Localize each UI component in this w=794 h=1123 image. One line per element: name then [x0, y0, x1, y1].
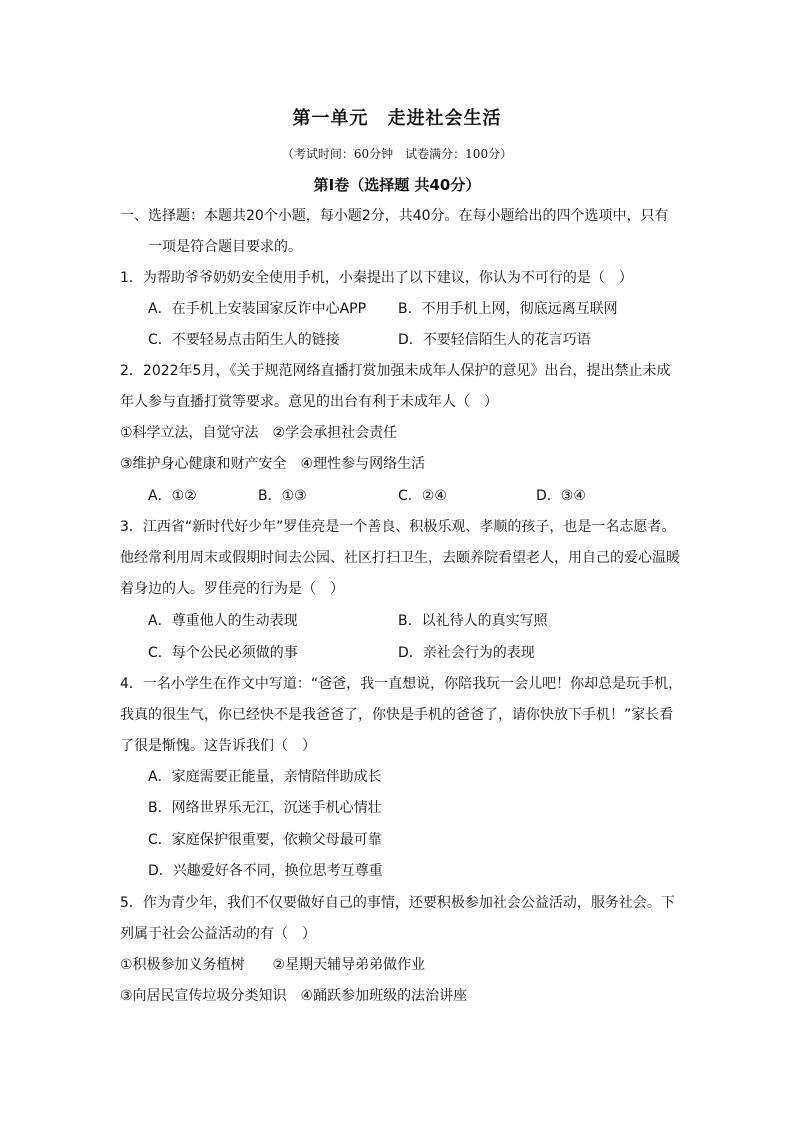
question-2-items-line-1: ①科学立法，自觉守法 ②学会承担社会责任: [120, 425, 398, 441]
question-2-stem-line-2: 年人参与直播打赏等要求。意见的出台有利于未成年人（ ）: [120, 394, 498, 410]
question-3-option-b: B．以礼待人的真实写照: [398, 613, 548, 629]
question-4-option-d: D．兴趣爱好各不同，换位思考互尊重: [148, 863, 383, 879]
question-1-stem: 1．为帮助爷爷奶奶安全使用手机，小秦提出了以下建议，你认为不可行的是（ ）: [120, 270, 633, 286]
question-1-option-a: A．在手机上安装国家反诈中心APP: [148, 301, 367, 317]
question-3-option-d: D．亲社会行为的表现: [398, 645, 535, 661]
question-2-stem-line-1: 2．2022年5月，《关于规范网络直播打赏加强未成年人保护的意见》出台，提出禁止未成: [120, 363, 671, 379]
question-5-items-line-2: ③向居民宣传垃圾分类知识 ④踊跃参加班级的法治讲座: [120, 988, 468, 1004]
page-title: 第一单元 走进社会生活: [292, 108, 502, 129]
question-4-stem-line-3: 了很是惭愧。这告诉我们（ ）: [120, 738, 316, 754]
exam-info: （考试时间：60分钟 试卷满分：100分）: [281, 147, 513, 161]
instructions-line-2: 一项是符合题目要求的。: [148, 239, 302, 255]
question-2-option-b: B．①③: [258, 488, 307, 504]
question-3-option-a: A．尊重他人的生动表现: [148, 613, 298, 629]
question-2-option-a: A．①②: [148, 488, 197, 504]
question-2-items-line-2: ③维护身心健康和财产安全 ④理性参与网络生活: [120, 456, 426, 472]
question-3-stem-line-3: 着身边的人。罗佳亮的行为是（ ）: [120, 581, 344, 597]
question-2-option-c: C．②④: [398, 488, 447, 504]
question-4-stem-line-1: 4．一名小学生在作文中写道：“爸爸，我一直想说，你陪我玩一会儿吧！你却总是玩手机，: [120, 676, 683, 692]
question-3-stem-line-2: 他经常利用周末或假期时间去公园、社区打扫卫生，去颐养院看望老人，用自己的爱心温暖: [120, 550, 680, 566]
question-5-stem-line-2: 列属于社会公益活动的有（ ）: [120, 926, 316, 942]
question-1-option-b: B．不用手机上网，彻底远离互联网: [398, 301, 618, 317]
question-1-option-c: C．不要轻易点击陌生人的链接: [148, 332, 340, 348]
question-4-option-a: A．家庭需要正能量，亲情陪伴助成长: [148, 769, 382, 785]
question-4-stem-line-2: 我真的很生气，你已经快不是我爸爸了，你快是手机的爸爸了，请你快放下手机！”家长看: [120, 707, 674, 723]
question-4-option-c: C．家庭保护很重要，依赖父母最可靠: [148, 832, 382, 848]
question-1-option-d: D．不要轻信陌生人的花言巧语: [398, 332, 591, 348]
section-heading: 第Ⅰ卷（选择题 共40分）: [313, 176, 481, 194]
question-2-option-d: D．③④: [536, 488, 586, 504]
question-4-option-b: B．网络世界乐无江，沉迷手机心情壮: [148, 800, 382, 816]
question-3-option-c: C．每个公民必须做的事: [148, 645, 298, 661]
question-5-stem-line-1: 5．作为青少年，我们不仅要做好自己的事情，还要积极参加社会公益活动，服务社会。下: [120, 895, 675, 911]
question-3-stem-line-1: 3．江西省“新时代好少年”罗佳亮是一个善良、积极乐观、孝顺的孩子，也是一名志愿者。: [120, 519, 676, 535]
instructions-line-1: 一、选择题：本题共20个小题，每小题2分，共40分。在每小题给出的四个选项中，只有: [120, 208, 669, 224]
question-5-items-line-1: ①积极参加义务植树 ②星期天辅导弟弟做作业: [120, 957, 426, 973]
